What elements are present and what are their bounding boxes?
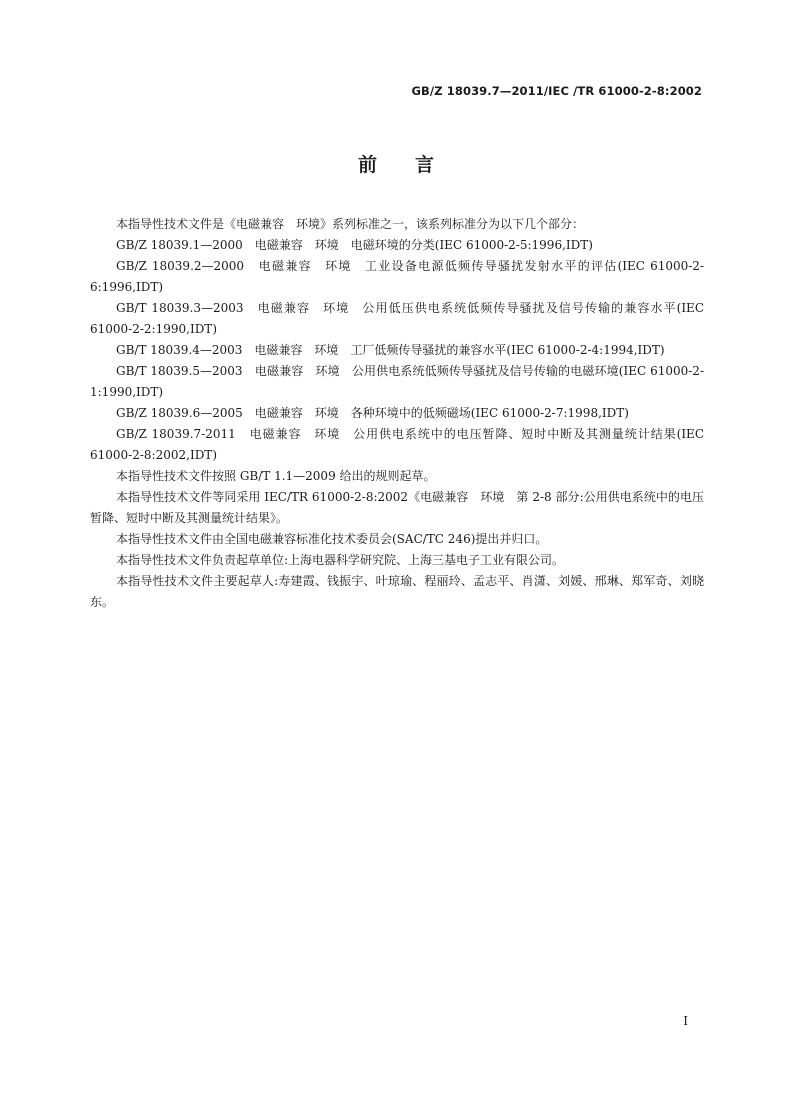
paragraph-part-6: GB/Z 18039.6—2005 电磁兼容 环境 各种环境中的低频磁场(IEC 61000-2-7:1998,IDT) [116,406,629,420]
paragraph-proposer: 本指导性技术文件由全国电磁兼容标准化技术委员会(SAC/TC 246)提出并归口。 [116,532,548,546]
paragraph-part-2: GB/Z 18039.2—2000 电磁兼容 环境 工业设备电源低频传导骚扰发射水平的评估(IEC 61000-2-6:1996,IDT) [90,259,704,294]
paragraph-drafting-rules: 本指导性技术文件按照 GB/T 1.1—2009 给出的规则起草。 [116,469,436,483]
paragraph-drafters: 本指导性技术文件主要起草人:寿建霞、钱振宇、叶琼瑜、程丽玲、孟志平、肖潇、刘媛、邢琳、郑军奇、刘晓东。 [90,574,704,609]
paragraph-part-4: GB/T 18039.4—2003 电磁兼容 环境 工厂低频传导骚扰的兼容水平(IEC 61000-2-4:1994,IDT) [116,343,665,357]
foreword-body [90,214,704,613]
paragraph-drafting-units: 本指导性技术文件负责起草单位:上海电器科学研究院、上海三基电子工业有限公司。 [116,553,565,567]
paragraph-part-3: GB/T 18039.3—2003 电磁兼容 环境 公用低压供电系统低频传导骚扰及信号传输的兼容水平(IEC 61000-2-2:1990,IDT) [90,301,704,336]
paragraph-intro: 本指导性技术文件是《电磁兼容 环境》系列标准之一，该系列标准分为以下几个部分： [116,217,585,231]
standard-code-header: GB/Z 18039.7—2011/IEC /TR 61000-2-8:2002 [411,84,702,98]
page-title: 前言 [357,154,472,176]
paragraph-part-7: GB/Z 18039.7-2011 电磁兼容 环境 公用供电系统中的电压暂降、短时中断及其测量统计结果(IEC 61000-2-8:2002,IDT) [90,427,704,462]
paragraph-adoption: 本指导性技术文件等同采用 IEC/TR 61000-2-8:2002《电磁兼容 环境 第 2-8 部分:公用供电系统中的电压暂降、短时中断及其测量统计结果》。 [90,490,704,525]
paragraph-part-5: GB/T 18039.5—2003 电磁兼容 环境 公用供电系统低频传导骚扰及信号传输的电磁环境(IEC 61000-2-1:1990,IDT) [90,364,704,399]
paragraph-part-1: GB/Z 18039.1—2000 电磁兼容 环境 电磁环境的分类(IEC 61000-2-5:1996,IDT) [116,238,593,252]
page-number: I [683,1014,688,1028]
